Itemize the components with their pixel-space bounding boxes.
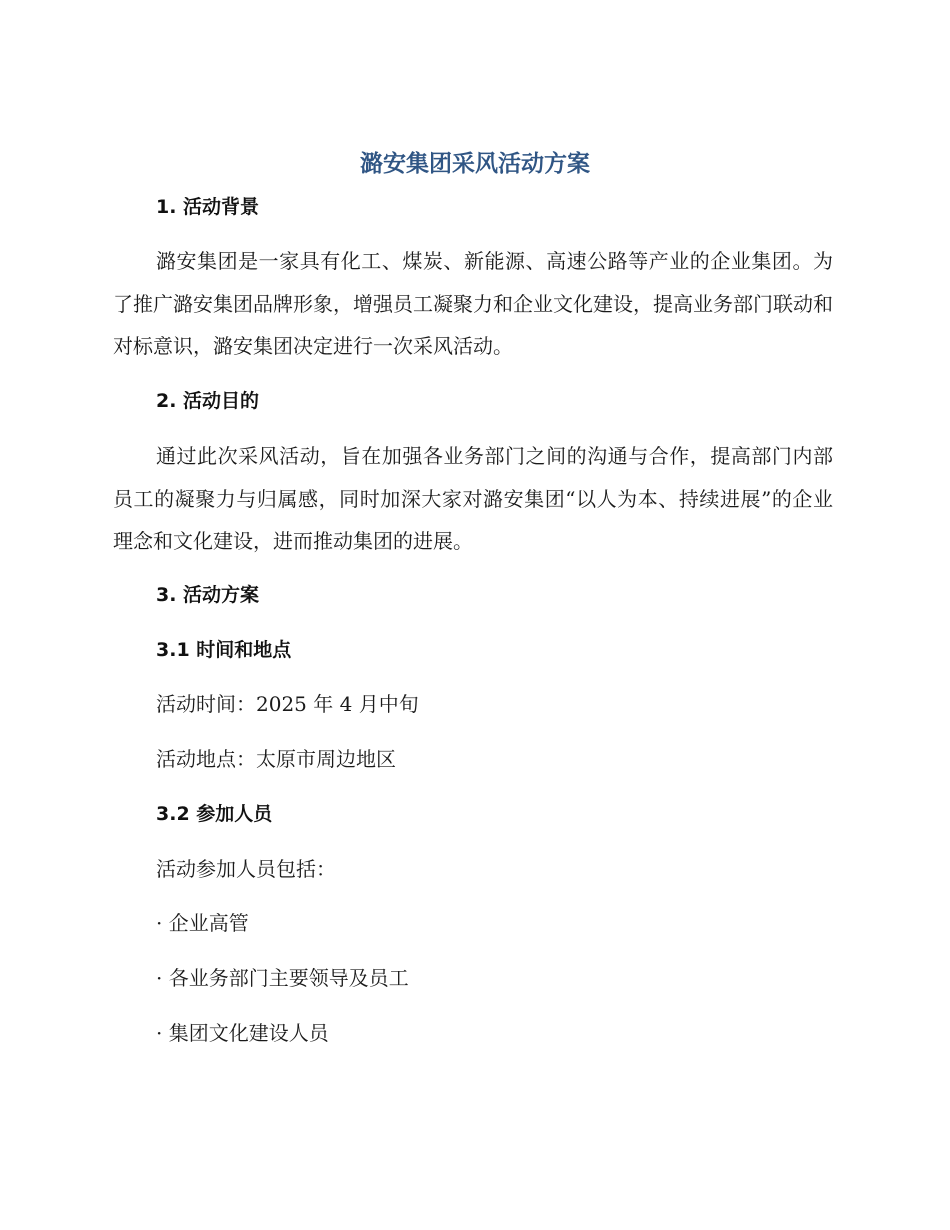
subsection-heading-participants: 3.2 参加人员	[156, 803, 273, 825]
list-item: · 各业务部门主要领导及员工	[156, 966, 409, 990]
participants-intro: 活动参加人员包括：	[156, 857, 336, 881]
list-item: · 集团文化建设人员	[156, 1021, 329, 1045]
activity-time: 活动时间：2025 年 4 月中旬	[156, 692, 419, 716]
document-title: 潞安集团采风活动方案	[360, 151, 590, 177]
section-body-background: 潞安集团是一家具有化工、煤炭、新能源、高速公路等产业的企业集团。为了推广潞安集团品牌形象，增强员工凝聚力和企业文化建设，提高业务部门联动和对标意识，潞安集团决定进行一次采风活动。	[113, 249, 833, 358]
section-heading-purpose: 2. 活动目的	[156, 390, 260, 412]
activity-place: 活动地点：太原市周边地区	[156, 747, 396, 771]
subsection-heading-time-place: 3.1 时间和地点	[156, 639, 292, 661]
section-heading-background: 1. 活动背景	[156, 196, 260, 218]
list-item: · 企业高管	[156, 911, 249, 935]
section-body-purpose: 通过此次采风活动，旨在加强各业务部门之间的沟通与合作，提高部门内部员工的凝聚力与归属感，同时加深大家对潞安集团“以人为本、持续进展”的企业理念和文化建设，进而推动集团的进展。	[113, 444, 833, 553]
section-heading-plan: 3. 活动方案	[156, 584, 260, 606]
